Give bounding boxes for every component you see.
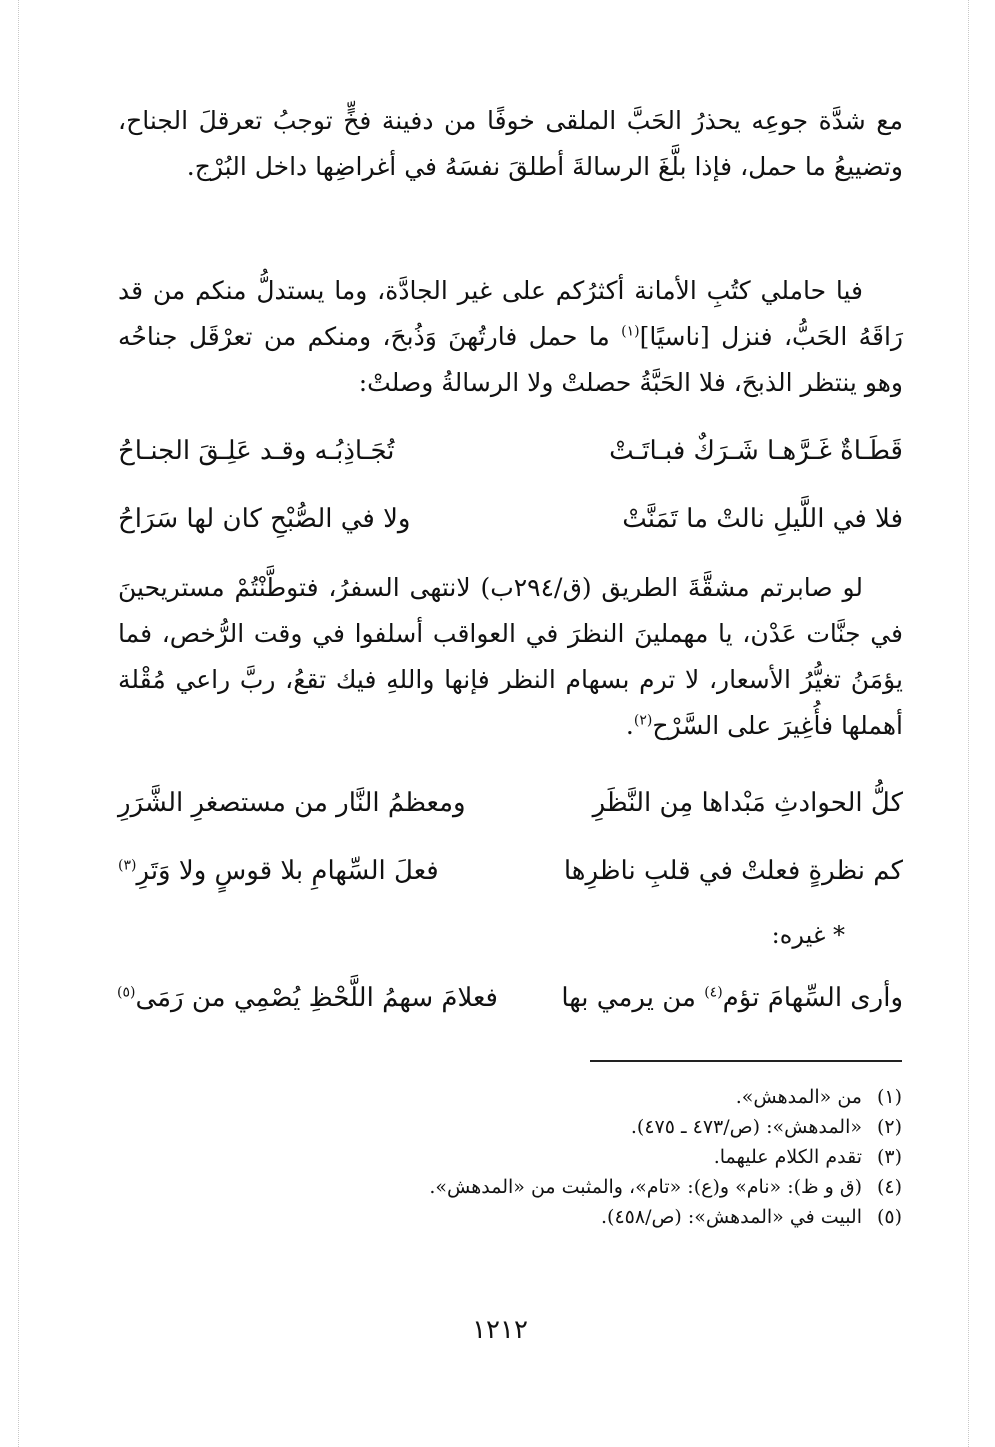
footnote-text: تقدم الكلام عليهما.	[713, 1146, 862, 1168]
paragraph-2-text-a: فيا حاملي كتُبِ الأمانة أكثرُكم على غير الجادَّة، وما يستدلُّ منكم من قد رَاقَهُ الحَبُّ، فنزل [ناسيًا]	[118, 276, 903, 351]
footnote-1	[300, 1082, 902, 1112]
footnote-5	[300, 1202, 902, 1232]
paragraph-1-text: مع شدَّة جوعِه يحذرُ الحَبَّ الملقى خوفًا من دفينة فخٍّ توجبُ تعرقلَ الجناح، وتضييعُ ما حمل، فإذا بلَّغَ الرسالةَ أطلقَ نفسَهُ في أغراضِها داخل البُرْج.	[118, 106, 903, 181]
verse-5-second-hemistich-text: فعلامَ سهمُ اللَّحْظِ يُصْمِي من رَمَى	[135, 983, 498, 1013]
verse-4	[118, 848, 903, 894]
verse-2	[118, 496, 903, 542]
verse-1	[118, 428, 903, 474]
paragraph-3	[118, 565, 903, 749]
verse-4-second-hemistich-text: فعلَ السِّهامِ بلا قوسٍ ولا وَتَرِ	[136, 856, 439, 886]
verse-3-second-hemistich: ومعظمُ النَّار من مستصغرِ الشَّرَرِ	[118, 788, 466, 818]
footnote-2	[300, 1112, 902, 1142]
footnote-number: (١)	[876, 1086, 902, 1108]
verse-5-first-hemistich	[543, 975, 903, 1021]
footnotes	[300, 1082, 902, 1232]
footnote-ref-2[interactable]: (٢)	[633, 712, 653, 729]
verse-4-second-hemistich	[118, 848, 498, 894]
verse-3	[118, 780, 903, 826]
paragraph-3-text: لو صابرتم مشقَّةَ الطريق (ق/٢٩٤ب) لانتهى السفرُ، فتوطَّنْتُمْ مستريحينَ في جنَّات عَدْن، يا مهملينَ النظرَ في العواقب أسلفوا في وقت الرُّخص، فما يؤمَنُ تغيُّرُ الأسعار، لا ترم بسهام النظر فإنها واللهِ فيك تقعُ، ربَّ راعي مُقْلة أهملها فأُغِيرَ على السَّرْح	[118, 573, 903, 740]
verse-3-first-hemistich: كلُّ الحوادثِ مَبْداها مِن النَّظَرِ	[592, 788, 903, 818]
verse-5-first-hemistich-text: وأرى السِّهامَ تؤم	[722, 983, 903, 1013]
verse-5-first-hemistich-end: من يرمي بها	[561, 983, 705, 1013]
footnote-separator	[590, 1060, 902, 1062]
scan-artifact-left	[18, 0, 19, 1447]
footnote-number: (٢)	[876, 1116, 902, 1138]
footnote-4	[300, 1172, 902, 1202]
footnote-number: (٤)	[876, 1176, 902, 1198]
section-heading-ghairuh: * غيره:	[771, 921, 845, 949]
footnote-ref-3[interactable]: (٣)	[118, 857, 137, 874]
footnote-text: من «المدهش».	[735, 1086, 862, 1108]
footnote-number: (٣)	[876, 1146, 902, 1168]
footnote-ref-1[interactable]: (١)	[621, 323, 640, 340]
verse-5	[118, 975, 903, 1021]
footnote-text: «المدهش»: (ص/٤٧٣ ـ ٤٧٥).	[630, 1116, 862, 1138]
paragraph-1	[118, 98, 903, 190]
verse-2-first-hemistich: فلا في اللَّيلِ نالتْ ما تَمَنَّتْ	[622, 504, 903, 534]
paragraph-2	[118, 268, 903, 406]
paragraph-3-end: .	[625, 711, 634, 740]
footnote-ref-4[interactable]: (٤)	[704, 984, 723, 1001]
verse-4-first-hemistich: كم نظرةٍ فعلتْ في قلبِ ناظرِها	[563, 856, 903, 886]
page-number: ١٢١٢	[472, 1315, 528, 1345]
footnote-ref-5[interactable]: (٥)	[116, 984, 136, 1001]
footnote-text: البيت في «المدهش»: (ص/٤٥٨).	[600, 1206, 862, 1228]
verse-2-second-hemistich: ولا في الصُّبْحِ كان لها سَرَاحُ	[118, 504, 411, 534]
verse-5-second-hemistich	[118, 975, 498, 1021]
verse-1-second-hemistich: تُجَـاذِبُـه وقـد عَلِـقَ الجنـاحُ	[118, 436, 395, 466]
footnote-3	[300, 1142, 902, 1172]
verse-1-first-hemistich: قَطَـاةٌ غَـرَّهـا شَـرَكٌ فبـاتَـتْ	[609, 436, 903, 466]
scan-artifact-right	[968, 0, 969, 1447]
paragraph-2-text-b: ما حمل فارتُهنَ وَذُبحَ، ومنكم من تعرْقَل جناحُه وهو ينتظر الذبحَ، فلا الحَبَّةُ حصلتْ ولا الرسالةُ وصلتْ:	[118, 322, 903, 397]
footnote-number: (٥)	[876, 1206, 902, 1228]
footnote-text: (ق و ظ): «نام» و(ع): «تام»، والمثبت من «المدهش».	[429, 1176, 862, 1198]
